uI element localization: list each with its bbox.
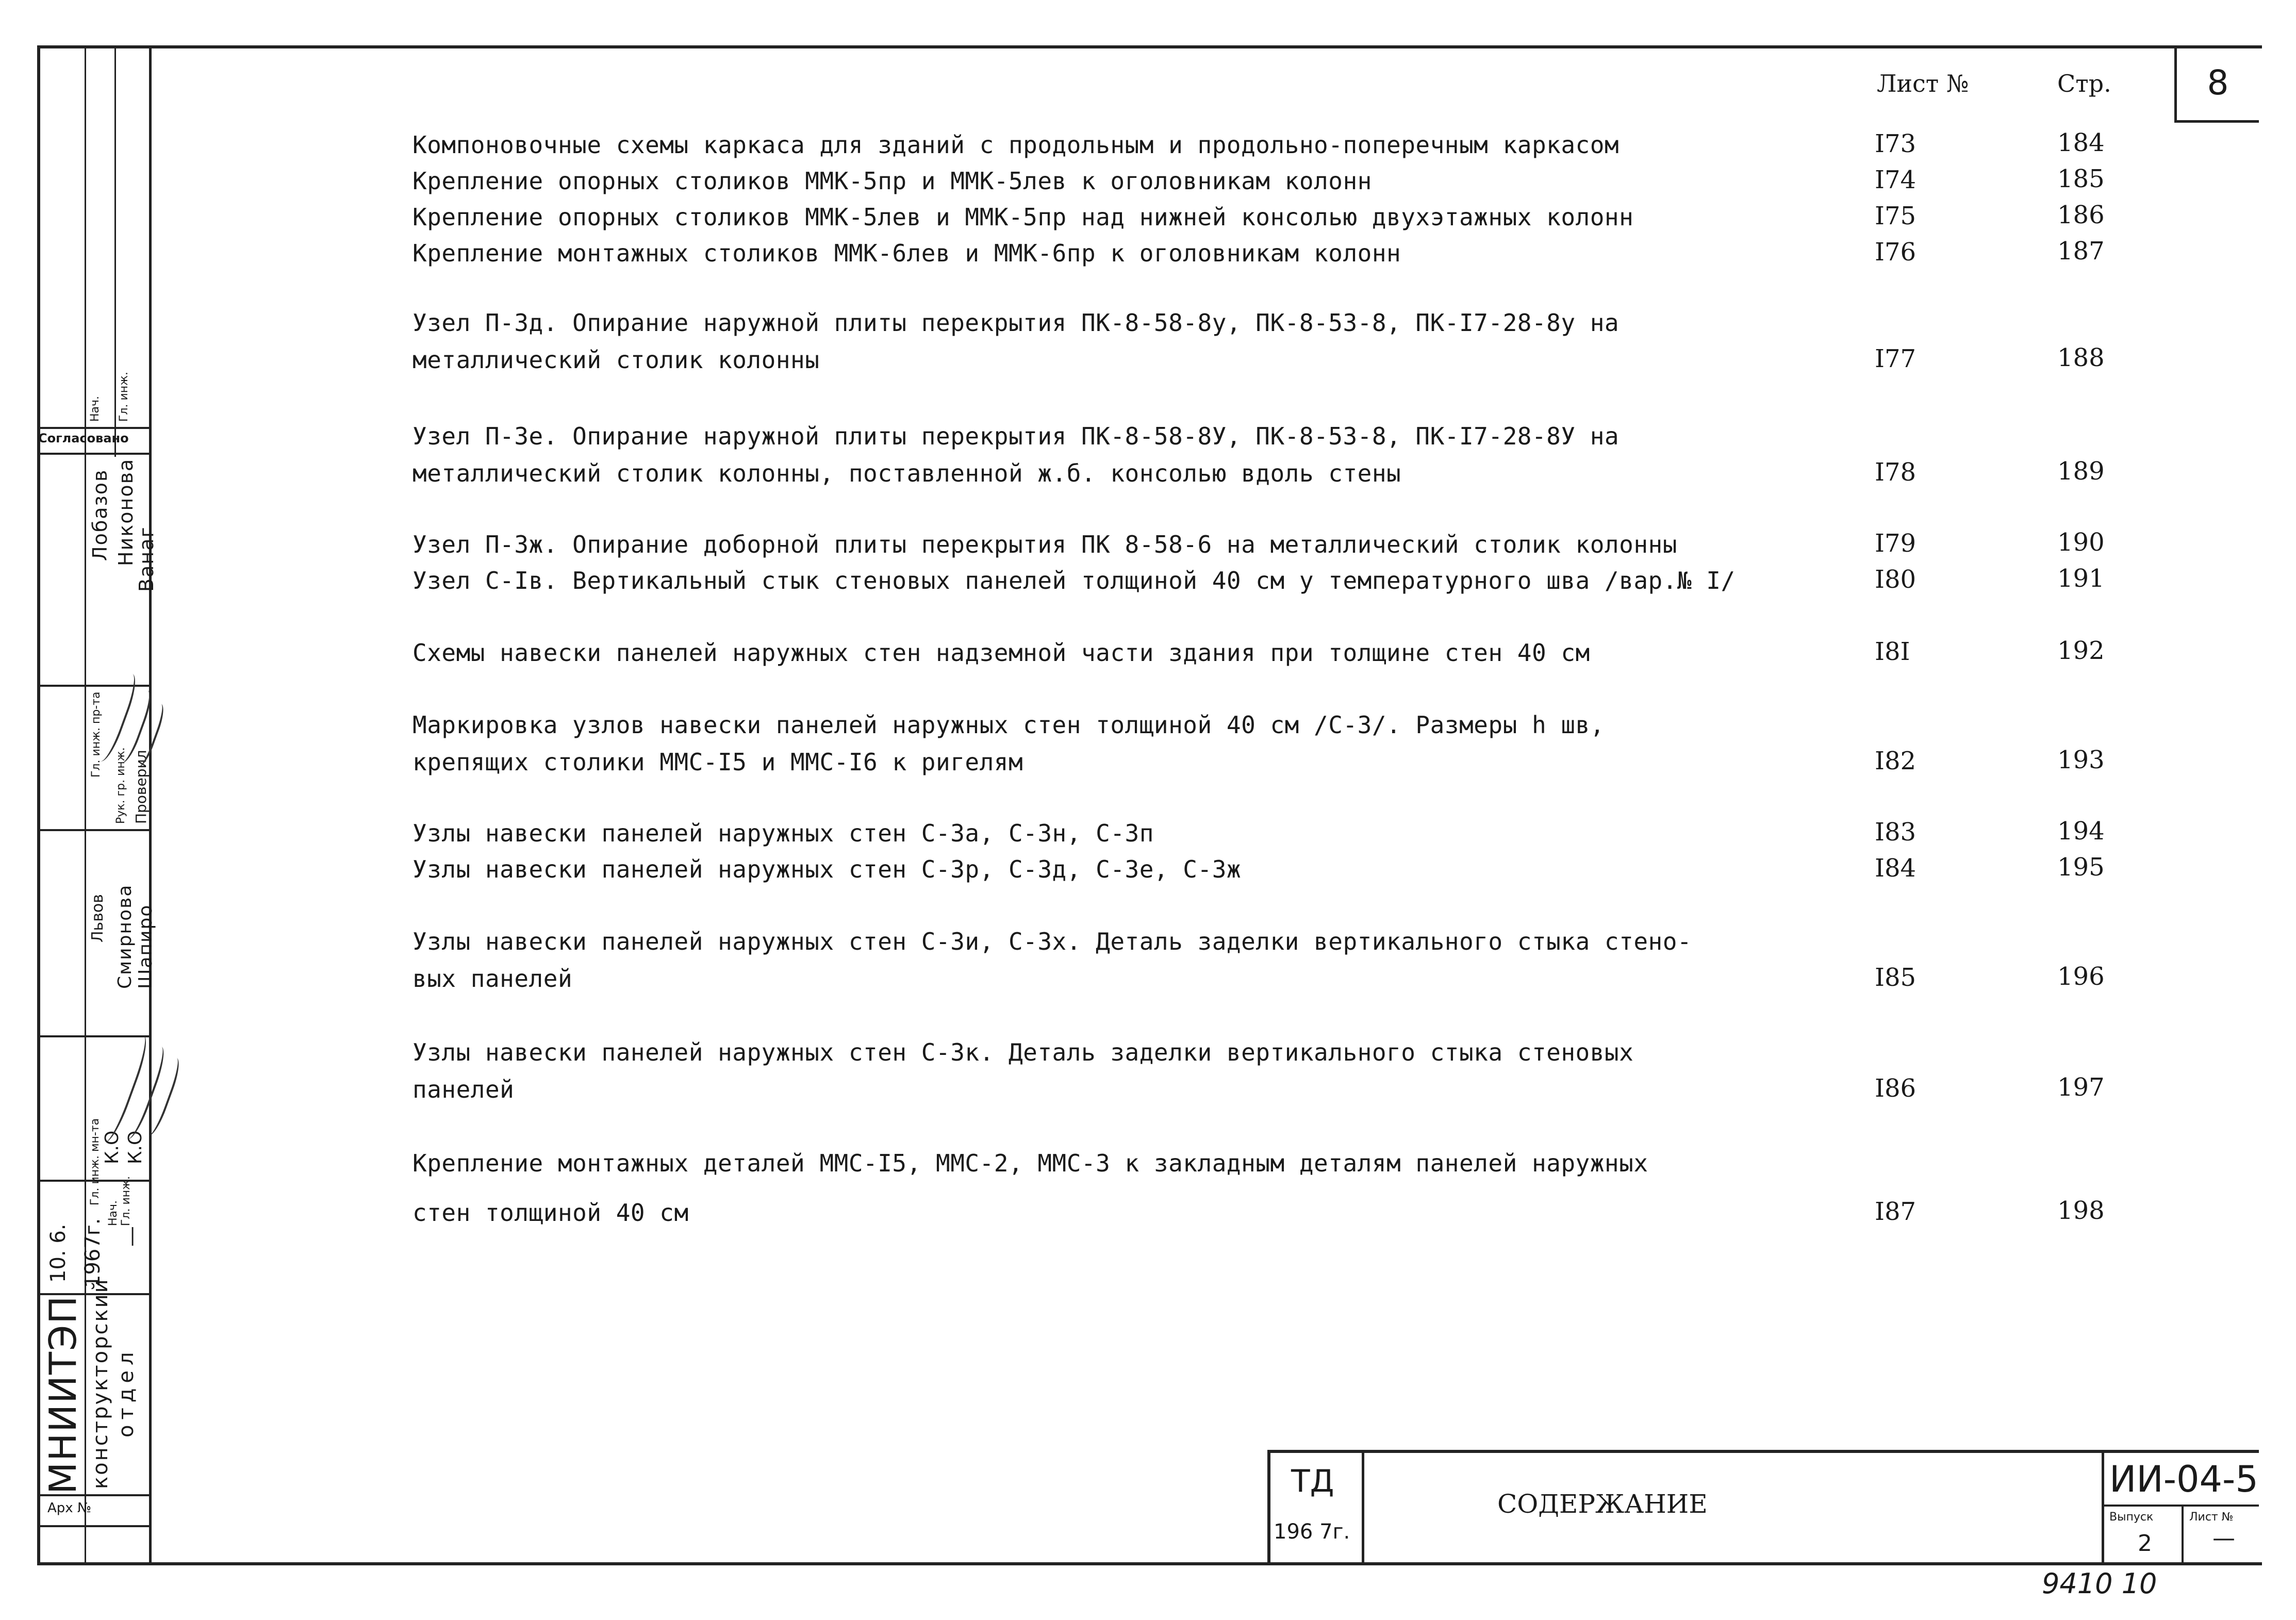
title-block-td-cell: [1270, 1453, 1364, 1565]
role-label: Гл. инж.: [118, 372, 130, 422]
role-label: Гл. инж. пр-та: [90, 691, 103, 778]
entry-page-number: 192: [2057, 636, 2105, 665]
entry-page-number: 197: [2057, 1073, 2105, 1102]
entry-sheet-number: I82: [1875, 747, 1917, 775]
entry-title-line: Крепление опорных столиков ММК-5лев и ММК-5пр над нижней консолью двухэтажных колонн: [412, 203, 1634, 231]
stamp-divider: [37, 1525, 149, 1527]
entry-title-line: металлический столик колонны, поставленной ж.б. консолью вдоль стены: [412, 459, 1401, 487]
entry-title-line: Узел С-Iв. Вертикальный стык стеновых панелей толщиной 40 см у температурного шва /вар.№ I/: [412, 567, 1736, 594]
entry-sheet-number: I80: [1875, 565, 1917, 594]
sheet-number: 8: [2174, 45, 2259, 123]
entry-page-number: 193: [2057, 746, 2105, 774]
person-name: Львов: [89, 894, 107, 943]
role-label: Гл. инж. мн-та: [89, 1118, 102, 1205]
entry-page-number: 190: [2057, 528, 2105, 557]
department-line-2: отдел: [114, 1347, 138, 1437]
document-code: ИИ-04-5: [2109, 1458, 2258, 1500]
stamp-divider: [37, 427, 149, 429]
person-name: Лобазов: [89, 469, 111, 561]
entry-sheet-number: I79: [1875, 529, 1917, 558]
entry-page-number: 184: [2057, 128, 2105, 157]
archive-number-note: 9410 10: [2042, 1567, 2157, 1600]
entry-sheet-number: I84: [1875, 854, 1917, 883]
code-divider: [2182, 1505, 2184, 1565]
entry-page-number: 189: [2057, 457, 2105, 486]
role-label: Проверил: [133, 750, 150, 824]
entry-sheet-number: I75: [1875, 202, 1917, 230]
sheet-within-issue: —: [2212, 1525, 2235, 1551]
entry-sheet-number: I83: [1875, 818, 1917, 847]
entry-title-line: Крепление монтажных столиков ММК-6лев и ММК-6пр к оголовникам колонн: [412, 239, 1401, 267]
entry-title-line: Крепление опорных столиков ММК-5пр и ММК-5лев к оголовникам колонн: [412, 167, 1372, 195]
entry-sheet-number: I87: [1875, 1197, 1917, 1226]
entry-page-number: 185: [2057, 164, 2105, 193]
entry-page-number: 186: [2057, 201, 2105, 229]
entry-sheet-number: I85: [1875, 963, 1917, 992]
column-header-sheet: Лист №: [1877, 70, 1969, 97]
entry-title-line: Маркировка узлов навески панелей наружных стен толщиной 40 см /С-3/. Размеры h шв,: [412, 711, 1605, 739]
entry-title-line: Компоновочные схемы каркаса для зданий с продольным и продольно-поперечным каркасом: [412, 131, 1620, 159]
td-label: ТД: [1291, 1463, 1334, 1499]
entry-page-number: 196: [2057, 962, 2105, 991]
entry-sheet-number: I74: [1875, 166, 1917, 194]
date-dash: —: [120, 1226, 143, 1247]
stamp-divider: [37, 829, 149, 831]
entry-sheet-number: I86: [1875, 1074, 1917, 1103]
entry-page-number: 195: [2057, 853, 2105, 882]
document-title: СОДЕРЖАНИЕ: [1497, 1489, 1708, 1519]
issue-number: 2: [2138, 1530, 2152, 1557]
issue-label: Выпуск: [2109, 1511, 2154, 1524]
entry-page-number: 191: [2057, 564, 2105, 593]
archive-label: Арх №: [47, 1500, 91, 1516]
role-label: Нач.: [107, 1200, 120, 1226]
date-line-2: 1967г.: [81, 1218, 105, 1288]
entry-page-number: 194: [2057, 817, 2105, 846]
stamp-divider: [37, 453, 149, 455]
entry-title-line: Узлы навески панелей наружных стен С-3и, С-3х. Деталь заделки вертикального стыка стено-: [412, 928, 1692, 955]
date-line-1: 10. 6.: [46, 1224, 70, 1283]
entry-title-line: Узел П-3е. Опирание наружной плиты перекрытия ПК-8-58-8У, ПК-8-53-8, ПК-I7-28-8У на: [412, 422, 1620, 450]
sheet-frame: [37, 45, 2262, 1565]
entry-title-line: Крепление монтажных деталей ММС-I5, ММС-2, ММС-3 к закладным деталям панелей наружных: [412, 1149, 1648, 1177]
entry-title-line: вых панелей: [412, 965, 573, 993]
role-label: Гл. инж.: [120, 1176, 133, 1226]
entry-title-line: металлический столик колонны: [412, 346, 820, 374]
stamp-divider: [114, 45, 116, 457]
entry-page-number: 198: [2057, 1196, 2105, 1225]
person-name: Ванаг: [135, 526, 158, 592]
role-label: Нач.: [89, 395, 102, 422]
title-block-code-cell: [2102, 1453, 2259, 1565]
organization-name: МНИИТЭП: [41, 1295, 85, 1494]
title-block: [1267, 1450, 2259, 1565]
stamp-divider: [37, 1494, 149, 1496]
entry-page-number: 187: [2057, 237, 2105, 266]
entry-title-line: Узлы навески панелей наружных стен С-3а, С-3н, С-3п: [412, 819, 1154, 847]
person-name: Шапиро: [135, 904, 156, 989]
person-name: К.О: [102, 1130, 123, 1164]
person-name: К.О: [125, 1130, 146, 1164]
stamp-divider: [37, 1035, 149, 1037]
person-name: Никонова: [114, 458, 137, 566]
column-header-page: Стр.: [2057, 70, 2111, 97]
entry-page-number: 188: [2057, 343, 2105, 372]
entry-title-line: Узлы навески панелей наружных стен С-3р, С-3д, С-3е, С-3ж: [412, 855, 1242, 883]
sheet-label: Лист №: [2189, 1511, 2234, 1524]
entry-title-line: панелей: [412, 1076, 515, 1103]
department-line-1: конструкторский: [89, 1278, 112, 1489]
entry-sheet-number: I77: [1875, 344, 1917, 373]
role-label: Рук. гр. инж.: [114, 747, 127, 824]
entry-title-line: Узел П-3д. Опирание наружной плиты перекрытия ПК-8-58-8у, ПК-8-53-8, ПК-I7-28-8у на: [412, 309, 1620, 337]
approval-stamp: [37, 45, 158, 1565]
entry-sheet-number: I76: [1875, 238, 1917, 267]
entry-sheet-number: I8I: [1875, 637, 1910, 666]
entry-title-line: Узел П-3ж. Опирание доборной плиты перекрытия ПК 8-58-6 на металлический столик колонны: [412, 531, 1677, 558]
entry-title-line: Схемы навески панелей наружных стен надземной части здания при толщине стен 40 см: [412, 639, 1590, 667]
agreed-label: Согласовано: [38, 431, 129, 445]
person-name: Смирнова: [114, 884, 136, 989]
entry-sheet-number: I73: [1875, 129, 1917, 158]
entry-title-line: стен толщиной 40 см: [412, 1199, 689, 1227]
entry-title-line: Узлы навески панелей наружных стен С-3к. Деталь заделки вертикального стыка стеновых: [412, 1038, 1634, 1066]
td-year: 196 7г.: [1274, 1520, 1350, 1544]
entry-sheet-number: I78: [1875, 458, 1917, 487]
stamp-divider: [85, 45, 86, 1565]
entry-title-line: крепящих столики ММС-I5 и ММС-I6 к ригелям: [412, 748, 1023, 776]
